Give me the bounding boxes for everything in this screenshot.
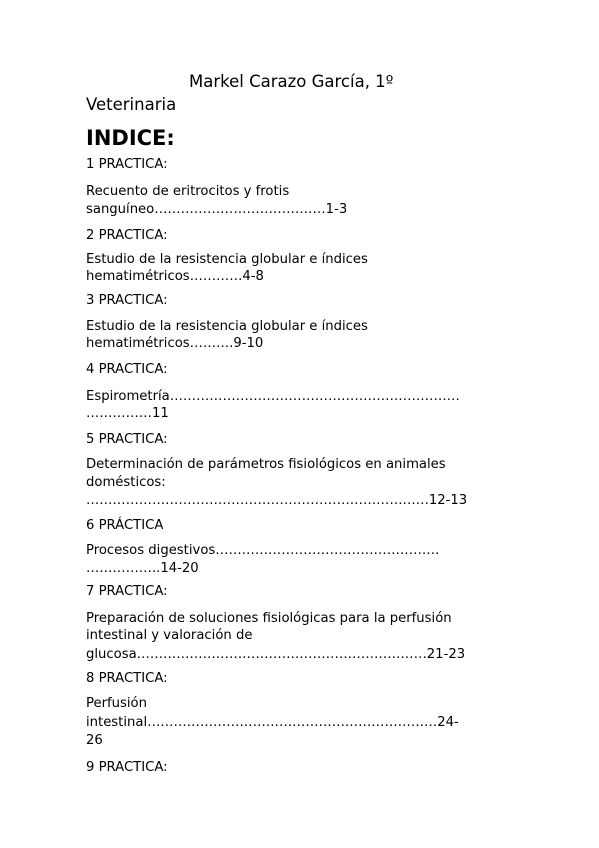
toc-entry-line: hematimétricos…………4-8 (86, 269, 264, 284)
toc-entry-line: intestinal…………………………………………………………24- (86, 715, 459, 730)
toc-entry-line: hematimétricos……….9-10 (86, 336, 264, 351)
toc-entry-line: Recuento de eritrocitos y frotis (86, 184, 290, 199)
toc-entry-line: ……………………………………………………………………12-13 (86, 493, 468, 508)
practice-heading: 9 PRACTICA: (86, 760, 168, 775)
practice-heading: 3 PRACTICA: (86, 293, 168, 308)
index-title: INDICE: (86, 126, 175, 150)
toc-entry-line: intestinal y valoración de (86, 628, 253, 643)
toc-entry-line: 26 (86, 733, 103, 748)
toc-entry-line: Estudio de la resistencia globular e índices (86, 252, 368, 267)
practice-heading: 2 PRACTICA: (86, 228, 168, 243)
toc-entry-line: glucosa…………………………………………………………21-23 (86, 647, 466, 662)
toc-entry-line: Estudio de la resistencia globular e índices (86, 319, 368, 334)
toc-entry-line: sanguíneo…………………………………1-3 (86, 202, 348, 217)
toc-entry-line: Procesos digestivos…………………………………………… (86, 543, 440, 558)
toc-entry-line: ……………..14-20 (86, 561, 199, 576)
toc-entry-line: Perfusión (86, 696, 147, 711)
practice-heading: 4 PRACTICA: (86, 362, 168, 377)
practice-heading: 7 PRACTICA: (86, 584, 168, 599)
toc-entry-line: ……………11 (86, 406, 169, 421)
toc-entry-line: Determinación de parámetros fisiológicos en animales (86, 457, 446, 472)
toc-entry-line: Preparación de soluciones fisiológicas para la perfusión (86, 611, 452, 626)
toc-entry-line: domésticos: (86, 475, 166, 490)
practice-heading: 5 PRACTICA: (86, 432, 168, 447)
author-name: Markel Carazo García, 1º (189, 72, 394, 91)
practice-heading: 8 PRACTICA: (86, 671, 168, 686)
practice-heading: 1 PRACTICA: (86, 157, 168, 172)
author-course: Veterinaria (86, 95, 177, 114)
toc-entry-line: Espirometría………………………………………………………… (86, 389, 460, 404)
practice-heading: 6 PRÁCTICA (86, 518, 164, 533)
